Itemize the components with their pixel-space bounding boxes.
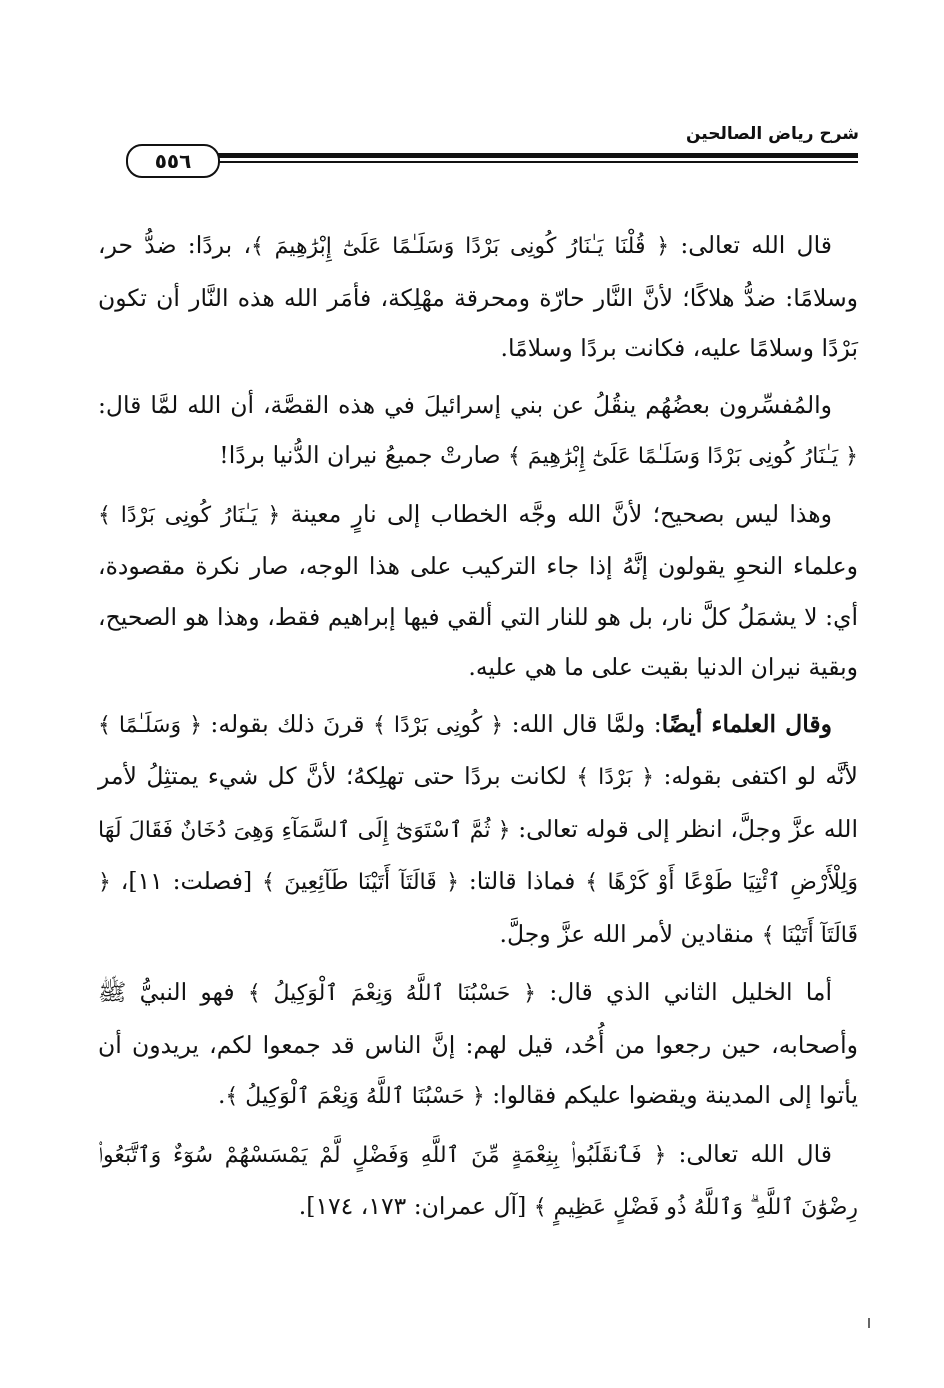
paragraph-text: فماذا قالتا:	[459, 867, 586, 895]
paragraph	[98, 1129, 858, 1234]
paragraph-text: وهذا ليس بصحيح؛ لأنَّ الله وجَّه الخطاب إلى نارٍ معينة	[280, 499, 832, 528]
paragraph-text: قرنَ ذلك بقوله:	[201, 709, 373, 738]
bold-lead-text: وقال العلماء أيضًا	[661, 709, 832, 738]
quran-verse: ﴿ بَرْدًا ﴾	[576, 765, 655, 790]
paragraph-text: قال الله تعالى:	[666, 1139, 832, 1168]
quran-verse: ﴿ حَسْبُنَا ٱللَّهُ وَنِعْمَ ٱلْوَكِيلُ ﴾	[247, 981, 537, 1006]
quran-verse: ﴿ يَـٰنَارُ كُونِى بَرْدًا وَسَلَـٰمًا عَلَىٰٓ إِبْرَٰهِيمَ ﴾	[508, 444, 858, 469]
page-body	[98, 220, 858, 1234]
running-header-title: شرح رياض الصالحين	[685, 124, 859, 144]
quran-verse: ﴿ يَـٰنَارُ كُونِى بَرْدًا ﴾	[98, 502, 281, 528]
paragraph-text: ، بردًا: ضدُّ حر، وسلامًا: ضدُّ هلاكًا؛ لأنَّ النَّار حارّة ومحرقة مهْلِكة، فأمَر الله هذه النَّار أن تكون بَرْدًا وسلامًا عليه، فكانت بردًا وسلامًا.	[98, 231, 858, 362]
paragraph	[98, 699, 858, 962]
paragraph	[98, 380, 858, 483]
paragraph-text: وعلماء النحوِ يقولون إنَّهُ إذا جاء التركيب على هذا الوجه، صار نكرة مقصودة، أي: لا يشمَلُ كلَّ نار، بل هو للنار التي ألقي فيها إبراهيم فقط، وهذا هو الصحيح، وبقية نيران الدنيا بقيت على ما هي عليه.	[98, 552, 858, 681]
margin-mark	[868, 1318, 870, 1328]
quran-verse: ﴿ كُونِى بَرْدًا ﴾	[372, 712, 504, 738]
paragraph	[98, 220, 858, 374]
header-rule-thin-line	[128, 161, 858, 163]
paragraph-text: [آل عمران: ١٧٣، ١٧٤].	[298, 1192, 534, 1220]
paragraph-text: : ولمَّا قال الله:	[503, 709, 662, 738]
quran-verse: ﴿ فَٱنقَلَبُوا۟ بِنِعْمَةٍ مِّنَ ٱللَّهِ وَفَضْلٍ لَّمْ يَمْسَسْهُمْ سُوٓءٌ وَٱتَّبَعُوا۟ رِضْوَٰنَ ٱللَّهِ ۗ وَٱللَّهُ ذُو فَضْلٍ عَظِيمٍ ﴾	[98, 1142, 858, 1220]
paragraph-text: صارتْ جميعُ نيران الدُّنيا بردًا!	[219, 441, 509, 469]
paragraph-text: لكانت بردًا حتى تهلِكهُ؛ لأنَّ كل شيء يمتثِلُ لأمر الله عزَّ وجلَّ، انظر إلى قوله تعالى:	[98, 762, 858, 843]
quran-verse: ﴿ ثُمَّ ٱسْتَوَىٰٓ إِلَى ٱلسَّمَآءِ وَهِىَ دُخَانٌ فَقَالَ لَهَا وَلِلْأَرْضِ ٱئْتِيَا طَوْعًا أَوْ كَرْهًا ﴾	[98, 817, 858, 895]
paragraph-text: [فصلت: ١١]،	[110, 867, 262, 895]
paragraph	[98, 489, 858, 693]
page-number: ٥٥٦	[126, 144, 220, 178]
paragraph-text: أما الخليل الثاني الذي قال:	[536, 978, 833, 1006]
paragraph-text: فهو النبيُّ ﷺ وأصحابه، حين رجعوا من أُحُد، قيل لهم: إنَّ الناس قد جمعوا لكم، يريدون أن يأتوا إلى المدينة ويقضوا عليكم فقالوا:	[98, 978, 858, 1109]
paragraph-text: منقادين لأمر الله عزَّ وجلَّ.	[499, 919, 762, 948]
quran-verse: ﴿ قَالَتَآ أَتَيْنَا ﴾	[98, 870, 858, 948]
quran-verse: ﴿ حَسْبُنَا ٱللَّهُ وَنِعْمَ ٱلْوَكِيلُ ﴾	[225, 1084, 485, 1109]
paragraph-text: .	[217, 1081, 226, 1109]
quran-verse: ﴿ قُلْنَا يَـٰنَارُ كُونِى بَرْدًا وَسَلَـٰمًا عَلَىٰٓ إِبْرَٰهِيمَ ﴾	[251, 234, 670, 259]
paragraph	[98, 967, 858, 1123]
quran-verse: ﴿ وَسَلَـٰمًا ﴾	[98, 712, 202, 738]
paragraph-text: لأنَّه لو اكتفى بقوله:	[654, 762, 858, 790]
quran-verse: ﴿ قَالَتَآ أَتَيْنَا طَآئِعِينَ ﴾	[261, 870, 460, 895]
paragraph-text: قال الله تعالى:	[669, 231, 833, 259]
header-rule-thick-line	[128, 153, 858, 158]
paragraph-text: والمُفسِّرون بعضُهُم ينقُلُ عن بني إسرائيلَ في هذه القصَّة، أن الله لمَّا قال:	[98, 390, 832, 419]
header-rule	[128, 150, 858, 168]
